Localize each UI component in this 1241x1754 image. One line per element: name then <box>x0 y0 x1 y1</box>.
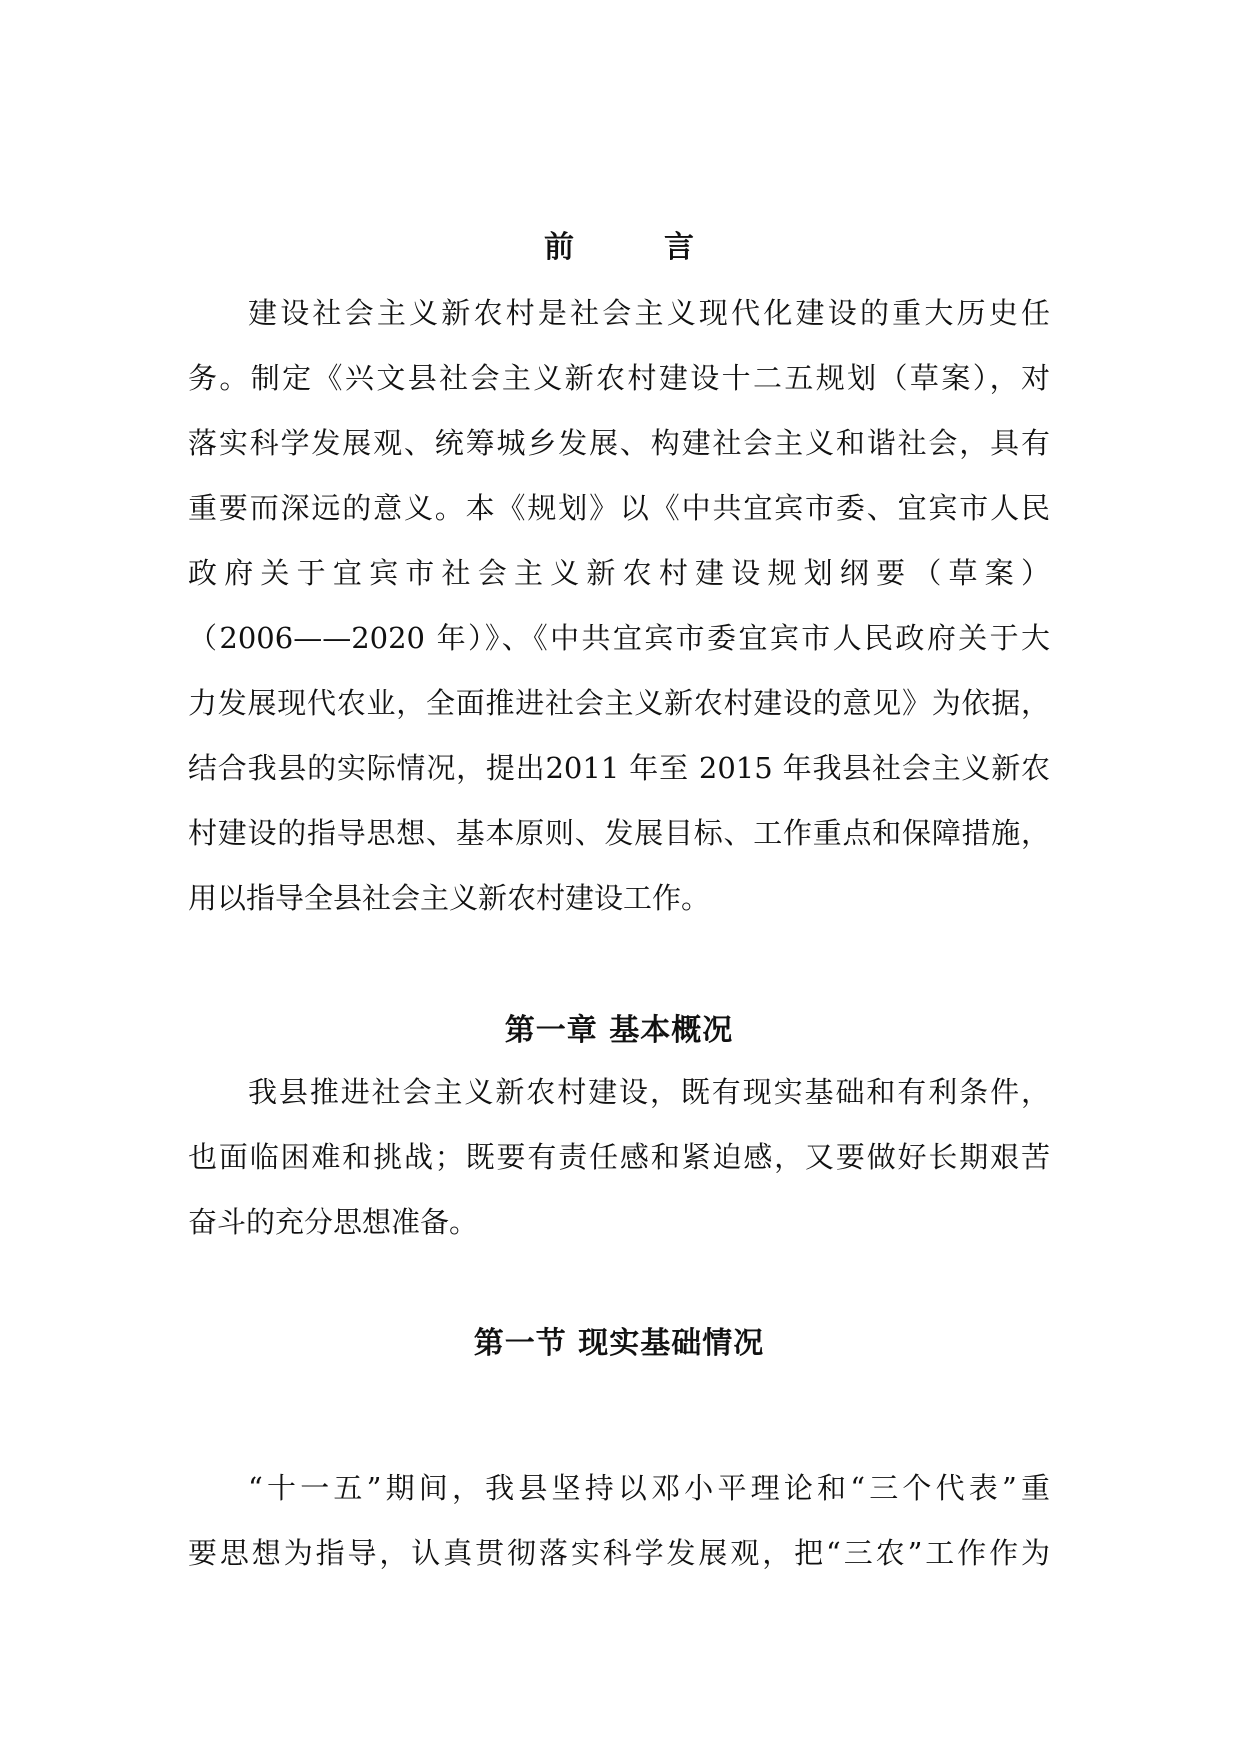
text-line: 建设社会主义新农村是社会主义现代化建设的重大历史任 <box>248 296 1050 330</box>
section-heading: 第一节 现实基础情况 <box>473 1326 765 1361</box>
text-line: 村建设的指导思想、基本原则、发展目标、工作重点和保障措施， <box>188 816 1050 850</box>
text-line: 也面临困难和挑战；既要有责任感和紧迫感，又要做好长期艰苦 <box>188 1140 1050 1174</box>
section-paragraph <box>188 1456 1050 1586</box>
text-line: 我县推进社会主义新农村建设，既有现实基础和有利条件， <box>248 1075 1050 1109</box>
text-line: 落实科学发展观、统筹城乡发展、构建社会主义和谐社会，具有 <box>188 426 1050 460</box>
text-line: 奋斗的充分思想准备。 <box>188 1205 479 1239</box>
text-line: “十一五”期间，我县坚持以邓小平理论和“三个代表”重 <box>248 1471 1050 1505</box>
text-line: 要思想为指导，认真贯彻落实科学发展观，把“三农”工作作为 <box>188 1536 1050 1570</box>
text-line: 务。制定《兴文县社会主义新农村建设十二五规划（草案），对 <box>188 361 1050 395</box>
text-line: 结合我县的实际情况，提出2011 年至 2015 年我县社会主义新农 <box>188 751 1050 785</box>
preface-paragraph <box>188 281 1050 931</box>
preface-heading: 前 言 <box>544 230 724 265</box>
text-line: 重要而深远的意义。本《规划》以《中共宜宾市委、宜宾市人民 <box>188 491 1050 525</box>
chapter-heading: 第一章 基本概况 <box>504 1013 734 1048</box>
chapter-paragraph <box>188 1060 1050 1255</box>
text-line: （2006——2020 年）》、《中共宜宾市委宜宾市人民政府关于大 <box>188 621 1050 655</box>
text-line: 力发展现代农业，全面推进社会主义新农村建设的意见》为依据， <box>188 686 1050 720</box>
text-line: 政府关于宜宾市社会主义新农村建设规划纲要（草案） <box>188 556 1050 590</box>
text-line: 用以指导全县社会主义新农村建设工作。 <box>188 881 711 915</box>
